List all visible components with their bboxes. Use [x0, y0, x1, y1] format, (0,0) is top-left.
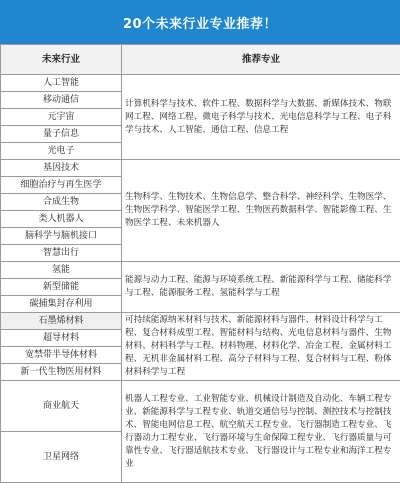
industry-cell: 脑科学与脑机接口	[1, 228, 122, 245]
industry-cell: 商业航天	[1, 381, 122, 432]
industry-cell: 合成生物	[1, 194, 122, 211]
majors-text: 计算机科学与技术、软件工程、数据科学与大数据、新媒体技术、物联网工程、网络工程、微电子科学与技术、光电信息科学与工程、电子科学与技术、人工智能、通信工程、信息工程	[125, 98, 392, 135]
industry-cell: 新型储能	[1, 279, 122, 296]
industry-cell: 宽禁带半导体材料	[1, 347, 122, 364]
industry-cell: 量子信息	[1, 126, 122, 143]
header-majors: 推荐专业	[122, 45, 400, 75]
page-title: 20个未来行业专业推荐！	[0, 0, 400, 44]
industry-cell: 超导材料	[1, 330, 122, 347]
majors-text: 生物科学、生物技术、生物信息学、整合科学、神经科学、生物医学、生物医学科学、智能医学工程、生物医药数据科学、智能影像工程、生物医学工程、未来机器人	[125, 192, 392, 228]
majors-cell	[122, 75, 400, 160]
industry-cell: 新一代生物医用材料	[1, 364, 122, 381]
industry-cell: 移动通信	[1, 92, 122, 109]
industry-cell: 碳捕集封存利用	[1, 296, 122, 313]
industry-cell: 人工智能	[1, 75, 122, 92]
industry-cell: 石墨烯材料	[1, 313, 122, 330]
industry-cell: 光电子	[1, 143, 122, 160]
majors-cell	[122, 381, 400, 483]
industry-cell: 卫星网络	[1, 432, 122, 483]
industry-cell: 氢能	[1, 262, 122, 279]
recommendation-table	[0, 44, 400, 483]
industry-cell: 智慧出行	[1, 245, 122, 262]
majors-cell	[122, 313, 400, 381]
majors-text: 可持续能源纳米材料与技术、新能源材料与器件、材料设计科学与工程、复合材料成型工程、智能材料与结构、光电信息材料与器件、生物材料、材料科学与工程、材料物理、材料化学、冶金工程、金属材料工程、无机非金属材料工程、高分子材料与工程、复合材料与工程、粉体材料科学与工程	[125, 315, 392, 377]
majors-cell	[122, 262, 400, 313]
majors-cell	[122, 160, 400, 262]
majors-text: 机器人工程专业、工业智能专业、机械设计制造及自动化、车辆工程专业、新能源科学与工程专业、轨道交通信号与控制、测控技术与控制技术、智能电网信息工程、航空航天工程专业、飞行器制造工程专业、飞行器动力工程专业、飞行器环境与生命保障工程专业、飞行器质量与可靠性专业、飞行器适航技术专业、飞行器设计与工程专业和海洋工程专业	[125, 393, 392, 469]
industry-cell: 基因技术	[1, 160, 122, 177]
industry-cell: 类人机器人	[1, 211, 122, 228]
header-industry: 未来行业	[1, 45, 122, 75]
industry-cell: 元宇宙	[1, 109, 122, 126]
majors-text: 能源与动力工程、能源与环境系统工程、新能源科学与工程、储能科学与工程、能源服务工程、氢能科学与工程	[125, 275, 392, 298]
industry-cell: 细胞治疗与再生医学	[1, 177, 122, 194]
